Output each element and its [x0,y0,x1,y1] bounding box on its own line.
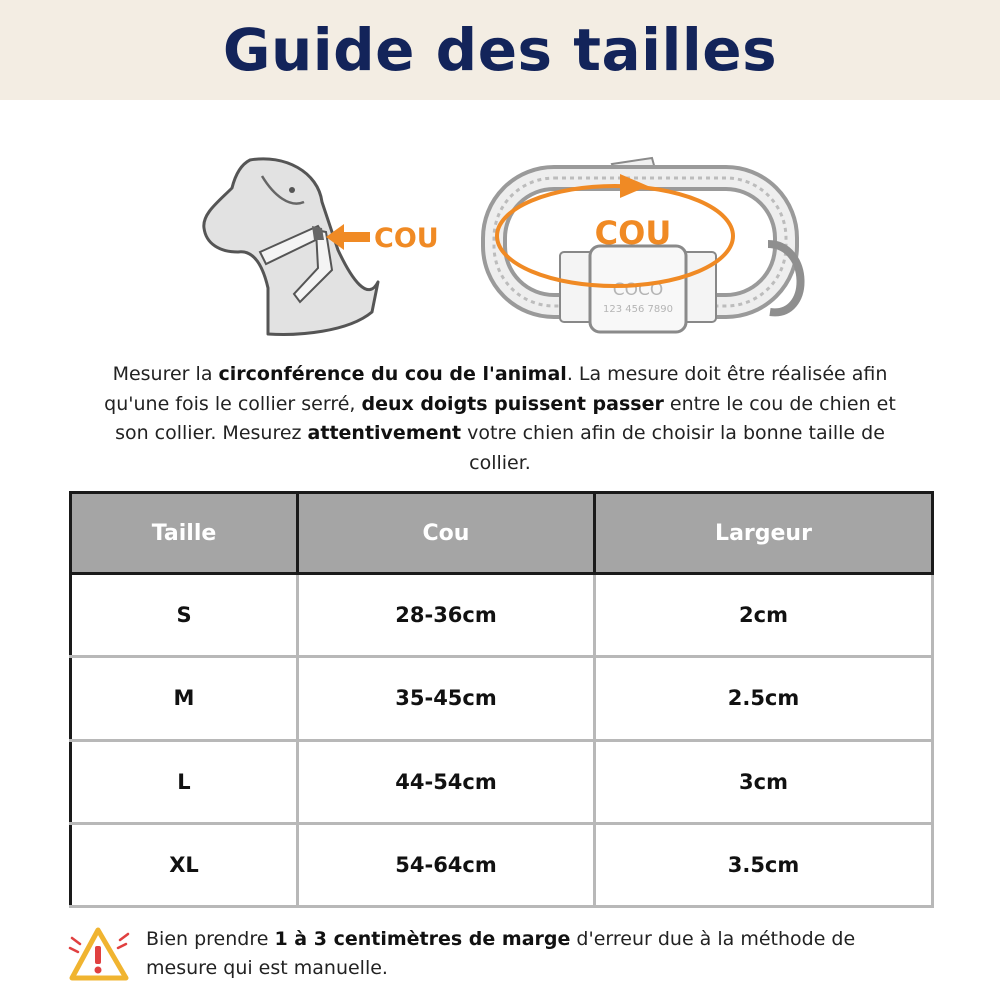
size-cell: XL [71,823,298,906]
width-cell: 3cm [595,740,933,823]
intro-text-3: entre le cou de chien et son collier. Mesurez [115,392,896,444]
margin-note [68,922,948,988]
table-row [71,740,933,823]
width-cell: 2cm [595,574,933,657]
table-row [71,823,933,906]
neck-cell: 44-54cm [298,740,595,823]
note-text [146,925,926,983]
measurement-illustrations [0,140,1000,350]
illustrations [0,140,1000,350]
table-header-row [71,493,933,574]
size-cell: S [71,574,298,657]
width-cell: 3.5cm [595,823,933,906]
note-text-2: d'erreur due à la méthode de mesure qui est manuelle. [146,928,856,979]
intro-text-1: Mesurer la [112,363,219,385]
size-table [69,491,934,908]
neck-cell: 54-64cm [298,823,595,906]
dog-neck-label: COU [374,223,439,254]
intro-text-4: votre chien afin de choisir la bonne taille de collier. [461,422,885,474]
page-title: Guide des tailles [222,16,778,84]
header-largeur: Largeur [595,493,933,574]
header-banner [0,0,1000,100]
header-taille: Taille [71,493,298,574]
table-row [71,574,933,657]
intro-bold-3: attentivement [307,422,462,444]
note-text-1: Bien prendre [146,928,275,950]
collar-tag-number: 123 456 7890 [603,304,673,315]
table-row [71,657,933,740]
size-cell: L [71,740,298,823]
header-cou: Cou [298,493,595,574]
collar-label: COU [594,214,672,252]
intro-paragraph [90,360,910,478]
width-cell: 2.5cm [595,657,933,740]
intro-bold-1: circonférence du cou de l'animal [218,363,567,385]
note-bold-1: 1 à 3 centimètres de marge [274,928,571,950]
neck-cell: 28-36cm [298,574,595,657]
neck-cell: 35-45cm [298,657,595,740]
collar-tag-name: COCO [612,280,664,300]
size-cell: M [71,657,298,740]
intro-bold-2: deux doigts puissent passer [361,392,664,415]
intro-text-2: . La mesure doit être réalisée afin qu'une fois le collier serré, [104,363,888,415]
warning-icon [68,922,134,988]
